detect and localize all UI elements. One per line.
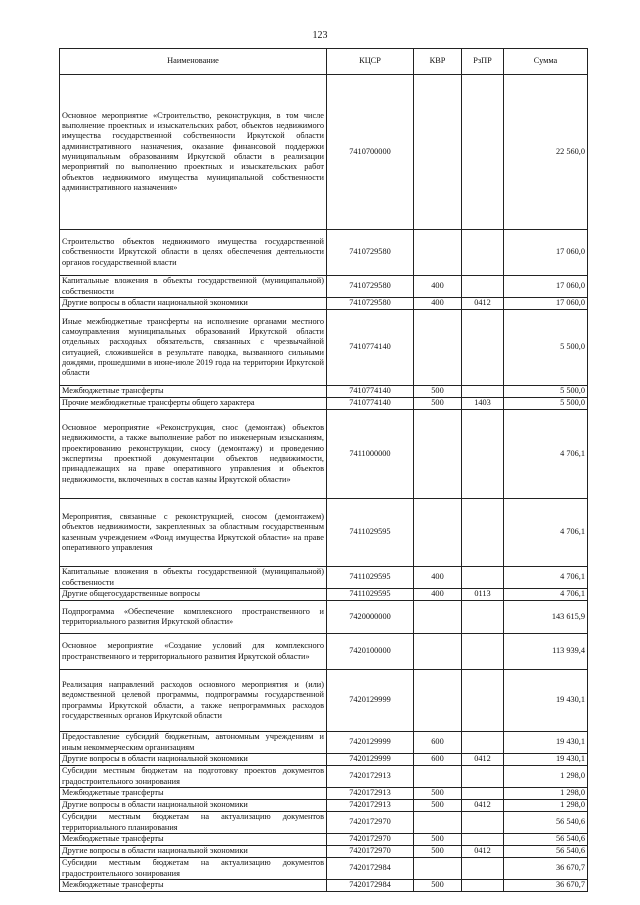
header-kvr: КВР — [414, 49, 462, 75]
row-kcsr-cell: 7420172913 — [327, 800, 414, 812]
header-kcsr: КЦСР — [327, 49, 414, 75]
row-sum-cell: 5 500,0 — [504, 386, 588, 398]
row-kvr-cell — [414, 310, 462, 386]
row-name-cell: Другие общегосударственные вопросы — [60, 589, 327, 601]
row-name-cell: Межбюджетные трансферты — [60, 880, 327, 892]
row-sum-cell: 17 060,0 — [504, 276, 588, 298]
table-row — [60, 766, 588, 788]
row-name-cell: Субсидии местным бюджетам на актуализацию документов градостроительного зонирования — [60, 858, 327, 880]
row-name-cell: Мероприятия, связанные с реконструкцией, сносом (демонтажем) объектов недвижимости, закрепленных за областным государственным казенным учреждением «Фонд имущества Иркутской области» на праве оперативного управления — [60, 499, 327, 567]
table-row — [60, 499, 588, 567]
table-row — [60, 589, 588, 601]
row-sum-cell: 4 706,1 — [504, 499, 588, 567]
row-rzpr-cell: 0412 — [462, 800, 504, 812]
row-kvr-cell — [414, 812, 462, 834]
row-sum-cell: 56 540,6 — [504, 812, 588, 834]
table-row — [60, 230, 588, 276]
row-sum-cell: 19 430,1 — [504, 732, 588, 754]
row-kcsr-cell: 7411000000 — [327, 410, 414, 499]
row-kvr-cell: 500 — [414, 788, 462, 800]
row-sum-cell: 113 939,4 — [504, 634, 588, 670]
row-name-cell: Реализация направлений расходов основного мероприятия и (или) ведомственной целевой программы, подпрограммы государственной программы Иркутской области, а также непрограммных расходов государственных органов Иркутской области — [60, 670, 327, 732]
row-kcsr-cell: 7420172913 — [327, 788, 414, 800]
row-name-cell: Другие вопросы в области национальной экономики — [60, 754, 327, 766]
row-sum-cell: 1 298,0 — [504, 800, 588, 812]
row-kcsr-cell: 7410774140 — [327, 398, 414, 410]
table-row — [60, 310, 588, 386]
row-rzpr-cell — [462, 601, 504, 634]
row-sum-cell: 1 298,0 — [504, 766, 588, 788]
row-kvr-cell — [414, 410, 462, 499]
row-kvr-cell — [414, 499, 462, 567]
table-row — [60, 812, 588, 834]
row-kcsr-cell: 7410729580 — [327, 276, 414, 298]
row-name-cell: Другие вопросы в области национальной экономики — [60, 846, 327, 858]
row-kcsr-cell: 7410729580 — [327, 298, 414, 310]
row-kcsr-cell: 7410700000 — [327, 75, 414, 230]
row-kcsr-cell: 7420100000 — [327, 634, 414, 670]
row-rzpr-cell: 0412 — [462, 846, 504, 858]
page-number: 123 — [312, 30, 328, 41]
row-name-cell: Субсидии местным бюджетам на актуализацию документов территориального планирования — [60, 812, 327, 834]
row-kcsr-cell: 7420172970 — [327, 834, 414, 846]
row-rzpr-cell — [462, 880, 504, 892]
row-sum-cell: 36 670,7 — [504, 880, 588, 892]
row-sum-cell: 1 298,0 — [504, 788, 588, 800]
row-kvr-cell: 600 — [414, 754, 462, 766]
table-row — [60, 858, 588, 880]
table-row — [60, 670, 588, 732]
row-name-cell: Основное мероприятие «Реконструкция, снос (демонтаж) объектов недвижимости, а также выполнение работ по инженерным изысканиям, проектированию реконструкции, сносу (демонтажу) и проведению экспертизы проектной документации объектов недвижимости, принадлежащих на праве оперативного управления и объектов недвижимости, включенных в состав казны Иркутской области» — [60, 410, 327, 499]
row-name-cell: Подпрограмма «Обеспечение комплексного пространственного и территориального развития Иркутской области» — [60, 601, 327, 634]
row-kcsr-cell: 7410774140 — [327, 386, 414, 398]
row-rzpr-cell — [462, 858, 504, 880]
row-rzpr-cell — [462, 499, 504, 567]
row-sum-cell: 56 540,6 — [504, 834, 588, 846]
row-kvr-cell: 500 — [414, 386, 462, 398]
row-sum-cell: 19 430,1 — [504, 754, 588, 766]
header-name: Наименование — [60, 49, 327, 75]
row-name-cell: Иные межбюджетные трансферты на исполнение органами местного самоуправления муниципальных образований Иркутской области отдельных расходных обязательств, связанных с чрезвычайной ситуацией, сложившейся в результате паводка, вызванного сильными дождями, прошедшими в июне-июле 2019 года на территории Иркутской области — [60, 310, 327, 386]
table-row — [60, 800, 588, 812]
row-sum-cell: 4 706,1 — [504, 410, 588, 499]
table-row — [60, 846, 588, 858]
row-rzpr-cell — [462, 75, 504, 230]
table-row — [60, 732, 588, 754]
row-sum-cell: 19 430,1 — [504, 670, 588, 732]
row-sum-cell: 143 615,9 — [504, 601, 588, 634]
table-row — [60, 410, 588, 499]
row-sum-cell: 56 540,6 — [504, 846, 588, 858]
row-kcsr-cell: 7411029595 — [327, 567, 414, 589]
row-kvr-cell — [414, 858, 462, 880]
row-kcsr-cell: 7410774140 — [327, 310, 414, 386]
row-rzpr-cell — [462, 310, 504, 386]
row-kvr-cell: 500 — [414, 800, 462, 812]
row-rzpr-cell — [462, 410, 504, 499]
row-kvr-cell: 500 — [414, 846, 462, 858]
row-rzpr-cell — [462, 788, 504, 800]
row-name-cell: Предоставление субсидий бюджетным, автономным учреждениям и иным некоммерческим организациям — [60, 732, 327, 754]
row-kcsr-cell: 7420129999 — [327, 732, 414, 754]
row-sum-cell: 5 500,0 — [504, 310, 588, 386]
row-kcsr-cell: 7411029595 — [327, 499, 414, 567]
row-kcsr-cell: 7420000000 — [327, 601, 414, 634]
row-kvr-cell: 500 — [414, 398, 462, 410]
row-kvr-cell: 500 — [414, 880, 462, 892]
row-name-cell: Основное мероприятие «Создание условий для комплексного пространственного и территориального развития Иркутской области» — [60, 634, 327, 670]
row-name-cell: Капитальные вложения в объекты государственной (муниципальной) собственности — [60, 276, 327, 298]
table-row — [60, 880, 588, 892]
table-row — [60, 754, 588, 766]
row-kvr-cell: 400 — [414, 298, 462, 310]
row-sum-cell: 17 060,0 — [504, 298, 588, 310]
row-rzpr-cell — [462, 812, 504, 834]
row-name-cell: Прочие межбюджетные трансферты общего характера — [60, 398, 327, 410]
row-rzpr-cell — [462, 766, 504, 788]
header-sum: Сумма — [504, 49, 588, 75]
table-row — [60, 386, 588, 398]
row-kcsr-cell: 7411029595 — [327, 589, 414, 601]
row-sum-cell: 22 560,0 — [504, 75, 588, 230]
row-rzpr-cell — [462, 386, 504, 398]
row-kvr-cell — [414, 601, 462, 634]
row-rzpr-cell: 0113 — [462, 589, 504, 601]
row-name-cell: Другие вопросы в области национальной экономики — [60, 800, 327, 812]
row-name-cell: Субсидии местным бюджетам на подготовку проектов документов градостроительного зонирования — [60, 766, 327, 788]
table-row — [60, 567, 588, 589]
table-row — [60, 601, 588, 634]
row-kcsr-cell: 7420172984 — [327, 880, 414, 892]
row-name-cell: Другие вопросы в области национальной экономики — [60, 298, 327, 310]
table-row — [60, 398, 588, 410]
row-name-cell: Строительство объектов недвижимого имущества государственной собственности Иркутской области в целях обеспечения деятельности органов государственной власти — [60, 230, 327, 276]
row-kcsr-cell: 7420172970 — [327, 846, 414, 858]
row-rzpr-cell — [462, 834, 504, 846]
row-rzpr-cell — [462, 230, 504, 276]
row-rzpr-cell: 0412 — [462, 754, 504, 766]
table-row — [60, 298, 588, 310]
row-kvr-cell: 500 — [414, 834, 462, 846]
row-rzpr-cell: 1403 — [462, 398, 504, 410]
table-row — [60, 788, 588, 800]
row-rzpr-cell — [462, 670, 504, 732]
table-row — [60, 75, 588, 230]
table-row — [60, 276, 588, 298]
row-rzpr-cell — [462, 567, 504, 589]
header-row — [60, 49, 588, 75]
row-kvr-cell — [414, 230, 462, 276]
row-kvr-cell: 400 — [414, 589, 462, 601]
table-row — [60, 834, 588, 846]
row-kvr-cell: 400 — [414, 567, 462, 589]
row-kcsr-cell: 7420129999 — [327, 670, 414, 732]
row-kvr-cell — [414, 634, 462, 670]
row-kcsr-cell: 7410729580 — [327, 230, 414, 276]
row-rzpr-cell — [462, 276, 504, 298]
row-sum-cell: 4 706,1 — [504, 589, 588, 601]
row-kvr-cell: 600 — [414, 732, 462, 754]
budget-table — [59, 48, 588, 892]
row-kcsr-cell: 7420172984 — [327, 858, 414, 880]
row-kvr-cell: 400 — [414, 276, 462, 298]
table-row — [60, 634, 588, 670]
row-name-cell: Межбюджетные трансферты — [60, 834, 327, 846]
row-rzpr-cell — [462, 732, 504, 754]
row-kcsr-cell: 7420129999 — [327, 754, 414, 766]
row-sum-cell: 17 060,0 — [504, 230, 588, 276]
row-sum-cell: 5 500,0 — [504, 398, 588, 410]
row-name-cell: Основное мероприятие «Строительство, реконструкция, в том числе выполнение проектных и изыскательских работ, объектов недвижимого имущества государственной собственности Иркутской области административного назначения, оказание финансовой поддержки муниципальным образованиям Иркутской области в реализации мероприятий по выполнению проектных и изыскательских работ объектов недвижимого имущества муниципальной собственности административного назначения» — [60, 75, 327, 230]
row-name-cell: Межбюджетные трансферты — [60, 788, 327, 800]
row-rzpr-cell — [462, 634, 504, 670]
row-name-cell: Капитальные вложения в объекты государственной (муниципальной) собственности — [60, 567, 327, 589]
row-kvr-cell — [414, 766, 462, 788]
row-sum-cell: 4 706,1 — [504, 567, 588, 589]
row-kcsr-cell: 7420172970 — [327, 812, 414, 834]
row-rzpr-cell: 0412 — [462, 298, 504, 310]
row-sum-cell: 36 670,7 — [504, 858, 588, 880]
row-kvr-cell — [414, 75, 462, 230]
row-kcsr-cell: 7420172913 — [327, 766, 414, 788]
row-name-cell: Межбюджетные трансферты — [60, 386, 327, 398]
header-rzpr: РзПР — [462, 49, 504, 75]
row-kvr-cell — [414, 670, 462, 732]
